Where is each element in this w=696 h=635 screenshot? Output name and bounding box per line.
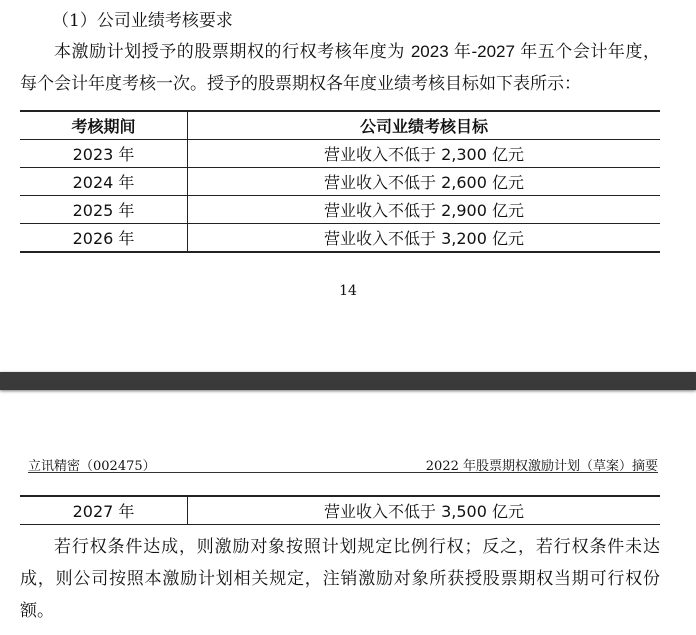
- table-row: [20, 496, 660, 525]
- row-period: 2025 年: [20, 196, 188, 224]
- header-target: 公司业绩考核目标: [188, 111, 661, 140]
- row-period: 2026 年: [20, 224, 188, 253]
- table-row: [20, 168, 660, 196]
- row-period: 2027 年: [20, 496, 188, 525]
- intro-text-b: 五个会计年度，每个会计年度考核一次。授予的股票期权各年度业绩考核目标如下表所示：: [20, 42, 661, 94]
- row-target: 营业收入不低于 3,200 亿元: [188, 224, 661, 253]
- row-target: 营业收入不低于 2,600 亿元: [188, 168, 661, 196]
- row-target: 营业收入不低于 2,300 亿元: [188, 140, 661, 168]
- section-heading: （1）公司业绩考核要求: [52, 11, 233, 31]
- row-target: 营业收入不低于 2,900 亿元: [188, 196, 661, 224]
- row-period: 2023 年: [20, 140, 188, 168]
- performance-table-continued: [20, 495, 660, 525]
- page-header-company: 立讯精密（002475）: [28, 459, 156, 474]
- table-row: [20, 224, 660, 253]
- table-row: [20, 196, 660, 224]
- row-target: 营业收入不低于 3,500 亿元: [188, 496, 661, 525]
- exercise-condition-paragraph: 若行权条件达成，则激励对象按照计划规定比例行权；反之，若行权条件未达成，则公司按照本激励计划相关规定，注销激励对象所获授股票期权当期可行权份额。: [20, 537, 660, 621]
- table-header-row: [20, 111, 660, 140]
- intro-text-a: 本激励计划授予的股票期权的行权考核年度为: [54, 42, 405, 62]
- header-rule: [28, 472, 658, 473]
- page-number: 14: [339, 283, 357, 299]
- page-separator: [0, 372, 696, 390]
- performance-table: [20, 110, 660, 253]
- table-row: [20, 140, 660, 168]
- row-period: 2024 年: [20, 168, 188, 196]
- intro-year-range: 2023 年-2027 年: [410, 42, 538, 61]
- header-period: 考核期间: [20, 111, 188, 140]
- page-header-document-title: 2022 年股票期权激励计划（草案）摘要: [425, 459, 658, 474]
- intro-paragraph: [20, 36, 660, 100]
